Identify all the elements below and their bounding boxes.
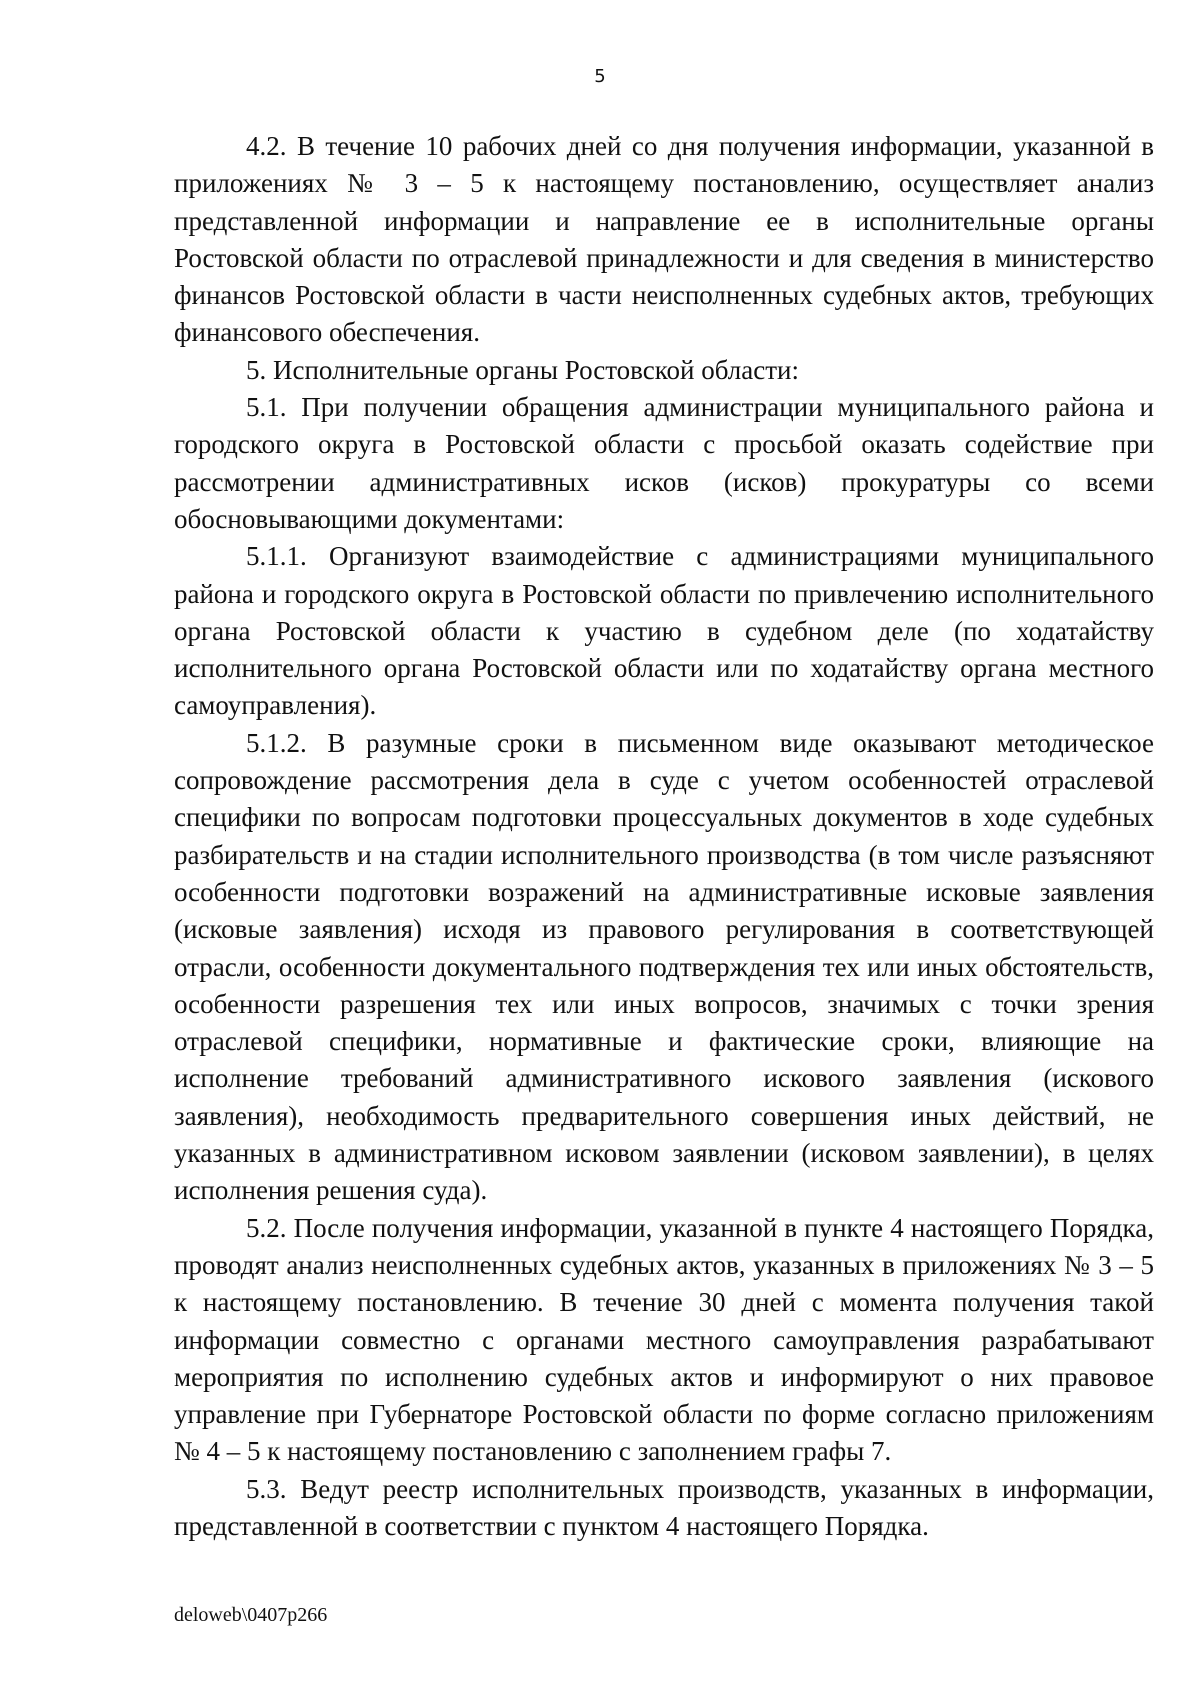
footer-document-code: deloweb\0407p266 bbox=[174, 1604, 328, 1626]
paragraph-5-1-2: 5.1.2. В разумные сроки в письменном виде оказывают методическое сопровождение рассмотрения дела в суде с учетом особенностей отраслевой специфики по вопросам подготовки процессуальных документов в ходе судебных разбирательств и на стадии исполнительного производства (в том числе разъясняют особенности подготовки возражений на административные исковые заявления (исковые заявления) исходя из правового регулирования в соответствующей отрасли, особенности документального подтверждения тех или иных обстоятельств, особенности разрешения тех или иных вопросов, значимых с точки зрения отраслевой специфики, нормативные и фактические сроки, влияющие на исполнение требований административного искового заявления (искового заявления), необходимость предварительного совершения иных действий, не указанных в административном исковом заявлении (исковом заявлении), в целях исполнения решения суда). bbox=[174, 727, 1154, 1206]
page-number: 5 bbox=[594, 66, 606, 87]
paragraph-5-1: 5.1. При получении обращения администрации муниципального района и городского округа в Ростовской области с просьбой оказать содействие при рассмотрении административных исков (исков) прокуратуры со всеми обосновывающими документами: bbox=[174, 392, 1154, 534]
paragraph-4-2: 4.2. В течение 10 рабочих дней со дня получения информации, указанной в приложениях № 3 – 5 к настоящему постановлению, осуществляет анализ представленной информации и направление ее в исполнительные органы Ростовской области по отраслевой принадлежности и для сведения в министерство финансов Ростовской области в части неисполненных судебных актов, требующих финансового обеспечения. bbox=[174, 131, 1154, 348]
paragraph-5-3: 5.3. Ведут реестр исполнительных производств, указанных в информации, представленной в соответствии с пунктом 4 настоящего Порядка. bbox=[174, 1473, 1154, 1541]
paragraph-5: 5. Исполнительные органы Ростовской области: bbox=[246, 354, 799, 385]
paragraph-5-2: 5.2. После получения информации, указанной в пункте 4 настоящего Порядка, проводят анализ неисполненных судебных актов, указанных в приложениях № 3 – 5 к настоящему постановлению. В течение 30 дней с момента получения такой информации совместно с органами местного самоуправления разрабатывают мероприятия по исполнению судебных актов и информируют о них правовое управление при Губернаторе Ростовской области по форме согласно приложениям № 4 – 5 к настоящему постановлению с заполнением графы 7. bbox=[174, 1212, 1154, 1467]
document-body bbox=[174, 128, 1154, 1545]
paragraph-5-1-1: 5.1.1. Организуют взаимодействие с администрациями муниципального района и городского округа в Ростовской области по привлечению исполнительного органа Ростовской области к участию в судебном деле (по ходатайству исполнительного органа Ростовской области или по ходатайству органа местного самоуправления). bbox=[174, 541, 1154, 721]
